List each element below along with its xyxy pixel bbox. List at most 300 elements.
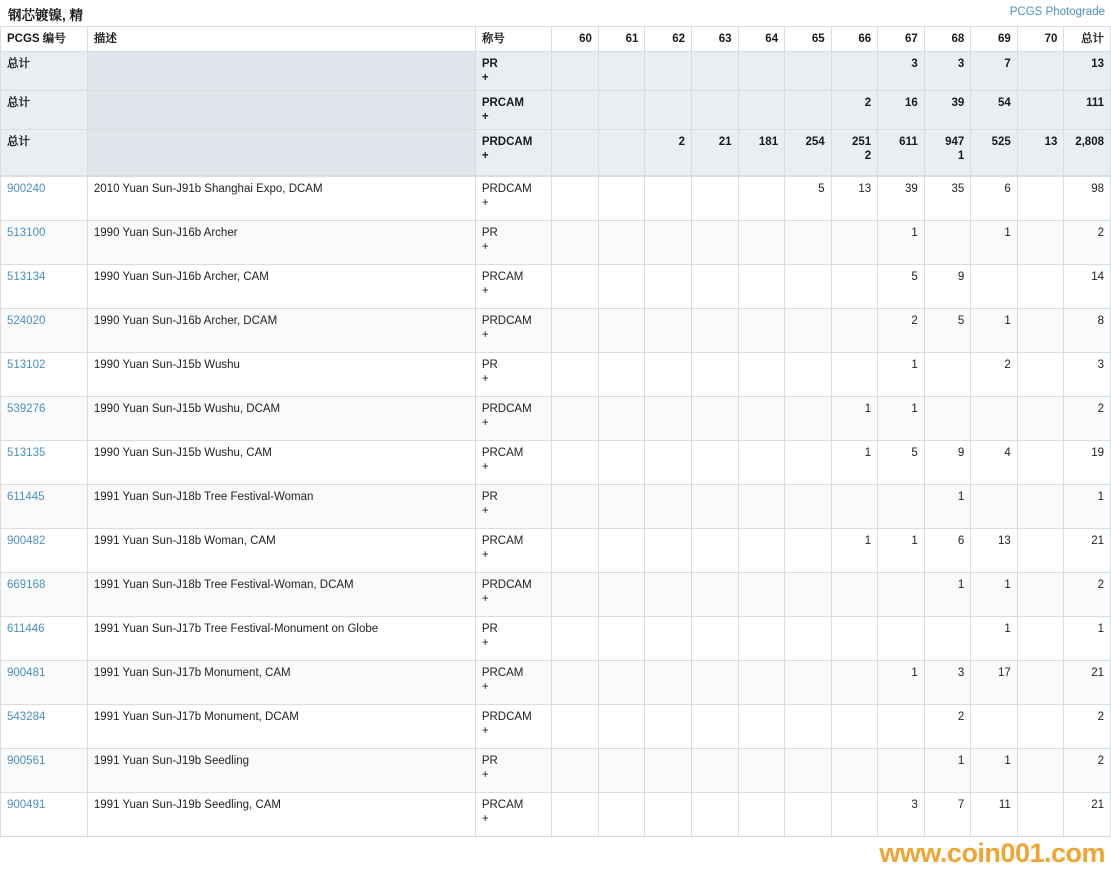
col-header-62: 62: [645, 27, 692, 52]
total-row-label: 总计: [1, 130, 88, 176]
cell-cert: [1, 485, 88, 529]
cell-70: [1017, 485, 1064, 529]
col-header-65: 65: [785, 27, 832, 52]
cell-cert: [1, 617, 88, 661]
cell-total: 8: [1064, 309, 1111, 353]
cell-63: [692, 793, 739, 837]
pcgs-photograde-link[interactable]: PCGS Photograde: [1009, 6, 1105, 18]
total-cell-65: [785, 52, 832, 91]
total-cell-69: 7: [971, 52, 1018, 91]
cell-61: [598, 573, 645, 617]
cell-61: [598, 309, 645, 353]
pcgs-number-link[interactable]: 900482: [7, 535, 46, 547]
cell-cert: [1, 661, 88, 705]
total-row-label: 总计: [1, 52, 88, 91]
cell-62: [645, 397, 692, 441]
cell-designation: [475, 309, 552, 353]
top-bar: [0, 0, 1111, 26]
table-row: [1, 353, 1111, 397]
cell-67: 1: [878, 661, 925, 705]
cell-68: 1: [924, 573, 971, 617]
cell-65: [785, 529, 832, 573]
cell-65: [785, 265, 832, 309]
cell-69: [971, 265, 1018, 309]
table-row: [1, 441, 1111, 485]
cell-65: 5: [785, 177, 832, 221]
designation-plus: +: [481, 72, 489, 84]
pcgs-number-link[interactable]: 611445: [7, 491, 45, 503]
cell-69: 11: [971, 793, 1018, 837]
designation-plus: +: [481, 461, 489, 473]
total-cell-64: 181: [738, 130, 785, 176]
designation-text: PRDCAM: [481, 315, 532, 327]
cell-65: [785, 353, 832, 397]
cell-61: [598, 177, 645, 221]
cell-68: [924, 617, 971, 661]
designation-text: PRCAM: [481, 271, 524, 283]
designation-text: PRCAM: [481, 799, 524, 811]
cell-designation: [475, 265, 552, 309]
cell-description: 1990 Yuan Sun-J16b Archer, DCAM: [87, 309, 475, 353]
cell-61: [598, 485, 645, 529]
cell-description: 1991 Yuan Sun-J18b Tree Festival-Woman, DCAM: [87, 573, 475, 617]
cell-62: [645, 529, 692, 573]
cell-69: 4: [971, 441, 1018, 485]
cell-70: [1017, 221, 1064, 265]
cell-70: [1017, 793, 1064, 837]
designation-text: PRDCAM: [481, 579, 532, 591]
cell-60: [552, 529, 599, 573]
cell-66: [831, 705, 878, 749]
cell-64: [738, 573, 785, 617]
pcgs-number-link[interactable]: 513135: [7, 447, 46, 459]
cell-total: 1: [1064, 485, 1111, 529]
cell-69: 1: [971, 573, 1018, 617]
cell-67: 1: [878, 353, 925, 397]
cell-63: [692, 353, 739, 397]
cell-description: 1991 Yuan Sun-J19b Seedling: [87, 749, 475, 793]
cell-69: 1: [971, 749, 1018, 793]
designation-text: PR: [481, 491, 498, 503]
cell-65: [785, 221, 832, 265]
cell-cert: [1, 705, 88, 749]
cell-designation: [475, 749, 552, 793]
cell-69: 1: [971, 221, 1018, 265]
cell-62: [645, 705, 692, 749]
cell-description: 1990 Yuan Sun-J16b Archer: [87, 221, 475, 265]
cell-total: 1: [1064, 617, 1111, 661]
col-header-designation: 称号: [475, 27, 552, 52]
total-cell-69: 54: [971, 91, 1018, 130]
cell-63: [692, 221, 739, 265]
total-cell-total: 2,808: [1064, 130, 1111, 176]
col-header-cert: PCGS 编号: [1, 27, 88, 52]
cell-68: 6: [924, 529, 971, 573]
cell-61: [598, 705, 645, 749]
pcgs-number-link[interactable]: 669168: [7, 579, 46, 591]
cell-70: [1017, 529, 1064, 573]
cell-64: [738, 353, 785, 397]
cell-63: [692, 309, 739, 353]
total-cell-63: [692, 91, 739, 130]
designation-plus: +: [481, 373, 489, 385]
cell-66: [831, 573, 878, 617]
cell-70: [1017, 661, 1064, 705]
population-table: [0, 26, 1111, 176]
cell-67: 3: [878, 793, 925, 837]
cell-total: 98: [1064, 177, 1111, 221]
cell-67: [878, 749, 925, 793]
cell-62: [645, 485, 692, 529]
cell-description: 1990 Yuan Sun-J15b Wushu, DCAM: [87, 397, 475, 441]
cell-cert: [1, 441, 88, 485]
col-header-68: 68: [924, 27, 971, 52]
pcgs-number-link[interactable]: 900481: [7, 667, 46, 679]
cell-total: 14: [1064, 265, 1111, 309]
cell-61: [598, 749, 645, 793]
cell-63: [692, 705, 739, 749]
cell-total: 2: [1064, 397, 1111, 441]
total-row-label: 总计: [1, 91, 88, 130]
designation-text: PRCAM: [481, 667, 524, 679]
designation-text: PRDCAM: [481, 136, 533, 148]
cell-cert: [1, 573, 88, 617]
cell-68: 35: [924, 177, 971, 221]
cell-65: [785, 573, 832, 617]
total-cell-66: 2: [831, 91, 878, 130]
designation-plus: +: [481, 593, 489, 605]
cell-70: [1017, 749, 1064, 793]
cell-67: 5: [878, 265, 925, 309]
cell-66: [831, 793, 878, 837]
cell-69: 17: [971, 661, 1018, 705]
cell-total: 2: [1064, 749, 1111, 793]
total-cell-64: [738, 52, 785, 91]
cell-67: [878, 705, 925, 749]
cell-65: [785, 793, 832, 837]
table-row: [1, 177, 1111, 221]
cell-64: [738, 177, 785, 221]
pcgs-number-link[interactable]: 611446: [7, 623, 45, 635]
cell-66: [831, 265, 878, 309]
cell-total: 2: [1064, 705, 1111, 749]
cell-63: [692, 617, 739, 661]
total-cell-63: [692, 52, 739, 91]
cell-cert: [1, 397, 88, 441]
cell-65: [785, 749, 832, 793]
cell-69: [971, 397, 1018, 441]
table-body: [1, 52, 1111, 176]
designation-plus: +: [481, 681, 489, 693]
cell-64: [738, 265, 785, 309]
cell-65: [785, 485, 832, 529]
cell-63: [692, 485, 739, 529]
cell-designation: [475, 441, 552, 485]
cell-66: [831, 617, 878, 661]
col-header-63: 63: [692, 27, 739, 52]
cell-62: [645, 265, 692, 309]
cell-60: [552, 265, 599, 309]
cell-70: [1017, 309, 1064, 353]
cell-62: [645, 441, 692, 485]
table-row: [1, 397, 1111, 441]
designation-text: PR: [481, 359, 498, 371]
total-cell-60: [552, 130, 599, 176]
table-total-row: [1, 91, 1111, 130]
total-cell-61: [598, 130, 645, 176]
designation-plus: +: [481, 549, 489, 561]
cell-68: [924, 221, 971, 265]
cell-60: [552, 617, 599, 661]
designation-text: PR: [481, 755, 498, 767]
cell-designation: [475, 177, 552, 221]
designation-text: PRCAM: [481, 447, 524, 459]
cell-64: [738, 441, 785, 485]
cell-description: 1991 Yuan Sun-J17b Tree Festival-Monument on Globe: [87, 617, 475, 661]
cell-64: [738, 485, 785, 529]
total-cell-68: 39: [924, 91, 971, 130]
cell-63: [692, 529, 739, 573]
cell-63: [692, 397, 739, 441]
total-cell-70: 13: [1017, 130, 1064, 176]
cell-61: [598, 397, 645, 441]
cell-61: [598, 793, 645, 837]
designation-plus: +: [481, 111, 489, 123]
total-cell-66: 251 2: [831, 130, 878, 176]
total-cell-67: 3: [878, 52, 925, 91]
total-cell-62: [645, 52, 692, 91]
table-row: [1, 221, 1111, 265]
cell-65: [785, 617, 832, 661]
cell-62: [645, 221, 692, 265]
table-row: [1, 793, 1111, 837]
cell-cert: [1, 177, 88, 221]
designation-text: PRCAM: [481, 535, 524, 547]
cell-64: [738, 309, 785, 353]
cell-65: [785, 397, 832, 441]
cell-total: 2: [1064, 573, 1111, 617]
designation-text: PRDCAM: [481, 403, 532, 415]
cell-62: [645, 793, 692, 837]
total-cell-65: [785, 91, 832, 130]
cell-61: [598, 529, 645, 573]
designation-text: PRDCAM: [481, 183, 532, 195]
cell-65: [785, 705, 832, 749]
designation-plus: +: [481, 197, 489, 209]
pcgs-number-link[interactable]: 513102: [7, 359, 46, 371]
cell-60: [552, 353, 599, 397]
total-row-description: [87, 130, 475, 176]
cell-cert: [1, 353, 88, 397]
cell-cert: [1, 749, 88, 793]
cell-60: [552, 485, 599, 529]
designation-text: PRCAM: [481, 97, 524, 109]
cell-62: [645, 573, 692, 617]
data-rows-body: [1, 177, 1111, 837]
col-header-61: 61: [598, 27, 645, 52]
cell-68: 2: [924, 705, 971, 749]
pcgs-number-link[interactable]: 513100: [7, 227, 46, 239]
pcgs-number-link[interactable]: 900491: [7, 799, 46, 811]
col-header-64: 64: [738, 27, 785, 52]
cell-60: [552, 177, 599, 221]
cell-69: [971, 705, 1018, 749]
cell-designation: [475, 793, 552, 837]
cell-64: [738, 661, 785, 705]
pcgs-number-link[interactable]: 900561: [7, 755, 46, 767]
cell-68: [924, 397, 971, 441]
pcgs-number-link[interactable]: 539276: [7, 403, 46, 415]
cell-62: [645, 749, 692, 793]
cell-64: [738, 221, 785, 265]
total-cell-63: 21: [692, 130, 739, 176]
total-cell-60: [552, 52, 599, 91]
cell-64: [738, 617, 785, 661]
cell-62: [645, 309, 692, 353]
cell-61: [598, 265, 645, 309]
total-cell-70: [1017, 91, 1064, 130]
cell-cert: [1, 529, 88, 573]
cell-designation: [475, 573, 552, 617]
cell-68: 7: [924, 793, 971, 837]
cell-63: [692, 177, 739, 221]
cell-60: [552, 309, 599, 353]
designation-plus: +: [481, 417, 489, 429]
cell-description: 1991 Yuan Sun-J18b Tree Festival-Woman: [87, 485, 475, 529]
cell-65: [785, 661, 832, 705]
col-header-66: 66: [831, 27, 878, 52]
total-cell-61: [598, 52, 645, 91]
cell-69: 6: [971, 177, 1018, 221]
cell-64: [738, 705, 785, 749]
cell-67: 2: [878, 309, 925, 353]
col-header-60: 60: [552, 27, 599, 52]
cell-64: [738, 529, 785, 573]
cell-70: [1017, 573, 1064, 617]
total-cell-66: [831, 52, 878, 91]
cell-70: [1017, 397, 1064, 441]
cell-description: 1991 Yuan Sun-J17b Monument, DCAM: [87, 705, 475, 749]
cell-designation: [475, 353, 552, 397]
cell-cert: [1, 793, 88, 837]
cell-68: 3: [924, 661, 971, 705]
table-header-row: [1, 27, 1111, 52]
total-cell-total: 13: [1064, 52, 1111, 91]
cell-60: [552, 661, 599, 705]
population-data-table: [0, 176, 1111, 837]
cell-69: 1: [971, 309, 1018, 353]
table-total-row: [1, 130, 1111, 176]
total-cell-68: 947 1: [924, 130, 971, 176]
pcgs-number-link[interactable]: 524020: [7, 315, 46, 327]
cell-61: [598, 661, 645, 705]
cell-total: 3: [1064, 353, 1111, 397]
cell-63: [692, 441, 739, 485]
total-row-designation: [475, 91, 552, 130]
cell-designation: [475, 661, 552, 705]
designation-plus: +: [481, 505, 489, 517]
total-cell-65: 254: [785, 130, 832, 176]
cell-66: [831, 221, 878, 265]
cell-61: [598, 617, 645, 661]
cell-designation: [475, 617, 552, 661]
cell-60: [552, 441, 599, 485]
cell-69: 2: [971, 353, 1018, 397]
cell-67: 5: [878, 441, 925, 485]
cell-description: 1991 Yuan Sun-J17b Monument, CAM: [87, 661, 475, 705]
total-row-description: [87, 91, 475, 130]
cell-66: 13: [831, 177, 878, 221]
designation-plus: +: [481, 813, 489, 825]
total-cell-69: 525: [971, 130, 1018, 176]
cell-66: [831, 661, 878, 705]
col-header-69: 69: [971, 27, 1018, 52]
cell-69: [971, 485, 1018, 529]
cell-67: [878, 485, 925, 529]
cell-68: 9: [924, 265, 971, 309]
total-cell-68: 3: [924, 52, 971, 91]
cell-64: [738, 749, 785, 793]
table-row: [1, 705, 1111, 749]
cell-60: [552, 221, 599, 265]
cell-70: [1017, 353, 1064, 397]
col-header-total: 总计: [1064, 27, 1111, 52]
table-row: [1, 529, 1111, 573]
total-cell-64: [738, 91, 785, 130]
cell-70: [1017, 177, 1064, 221]
total-cell-62: 2: [645, 130, 692, 176]
cell-66: [831, 353, 878, 397]
designation-plus: +: [481, 241, 489, 253]
total-cell-62: [645, 91, 692, 130]
table-header: [1, 27, 1111, 52]
cell-designation: [475, 397, 552, 441]
table-row: [1, 265, 1111, 309]
designation-text: PRDCAM: [481, 711, 532, 723]
total-row-description: [87, 52, 475, 91]
cell-total: 21: [1064, 529, 1111, 573]
table-row: [1, 485, 1111, 529]
cell-66: [831, 749, 878, 793]
cell-64: [738, 793, 785, 837]
cell-66: [831, 485, 878, 529]
pcgs-number-link[interactable]: 543284: [7, 711, 46, 723]
total-cell-70: [1017, 52, 1064, 91]
cell-65: [785, 309, 832, 353]
cell-63: [692, 661, 739, 705]
cell-70: [1017, 265, 1064, 309]
pcgs-number-link[interactable]: 900240: [7, 183, 46, 195]
cell-total: 2: [1064, 221, 1111, 265]
cell-70: [1017, 705, 1064, 749]
cell-description: 1990 Yuan Sun-J15b Wushu, CAM: [87, 441, 475, 485]
cell-68: 1: [924, 485, 971, 529]
cell-total: 21: [1064, 793, 1111, 837]
designation-plus: +: [481, 150, 489, 162]
total-cell-67: 16: [878, 91, 925, 130]
cell-64: [738, 397, 785, 441]
col-header-70: 70: [1017, 27, 1064, 52]
cell-67: 1: [878, 529, 925, 573]
cell-70: [1017, 441, 1064, 485]
cell-67: 1: [878, 221, 925, 265]
pcgs-number-link[interactable]: 513134: [7, 271, 46, 283]
page-title: 钢芯镀镍, 精: [8, 8, 84, 23]
cell-cert: [1, 265, 88, 309]
cell-67: [878, 573, 925, 617]
table-row: [1, 309, 1111, 353]
designation-plus: +: [481, 285, 489, 297]
